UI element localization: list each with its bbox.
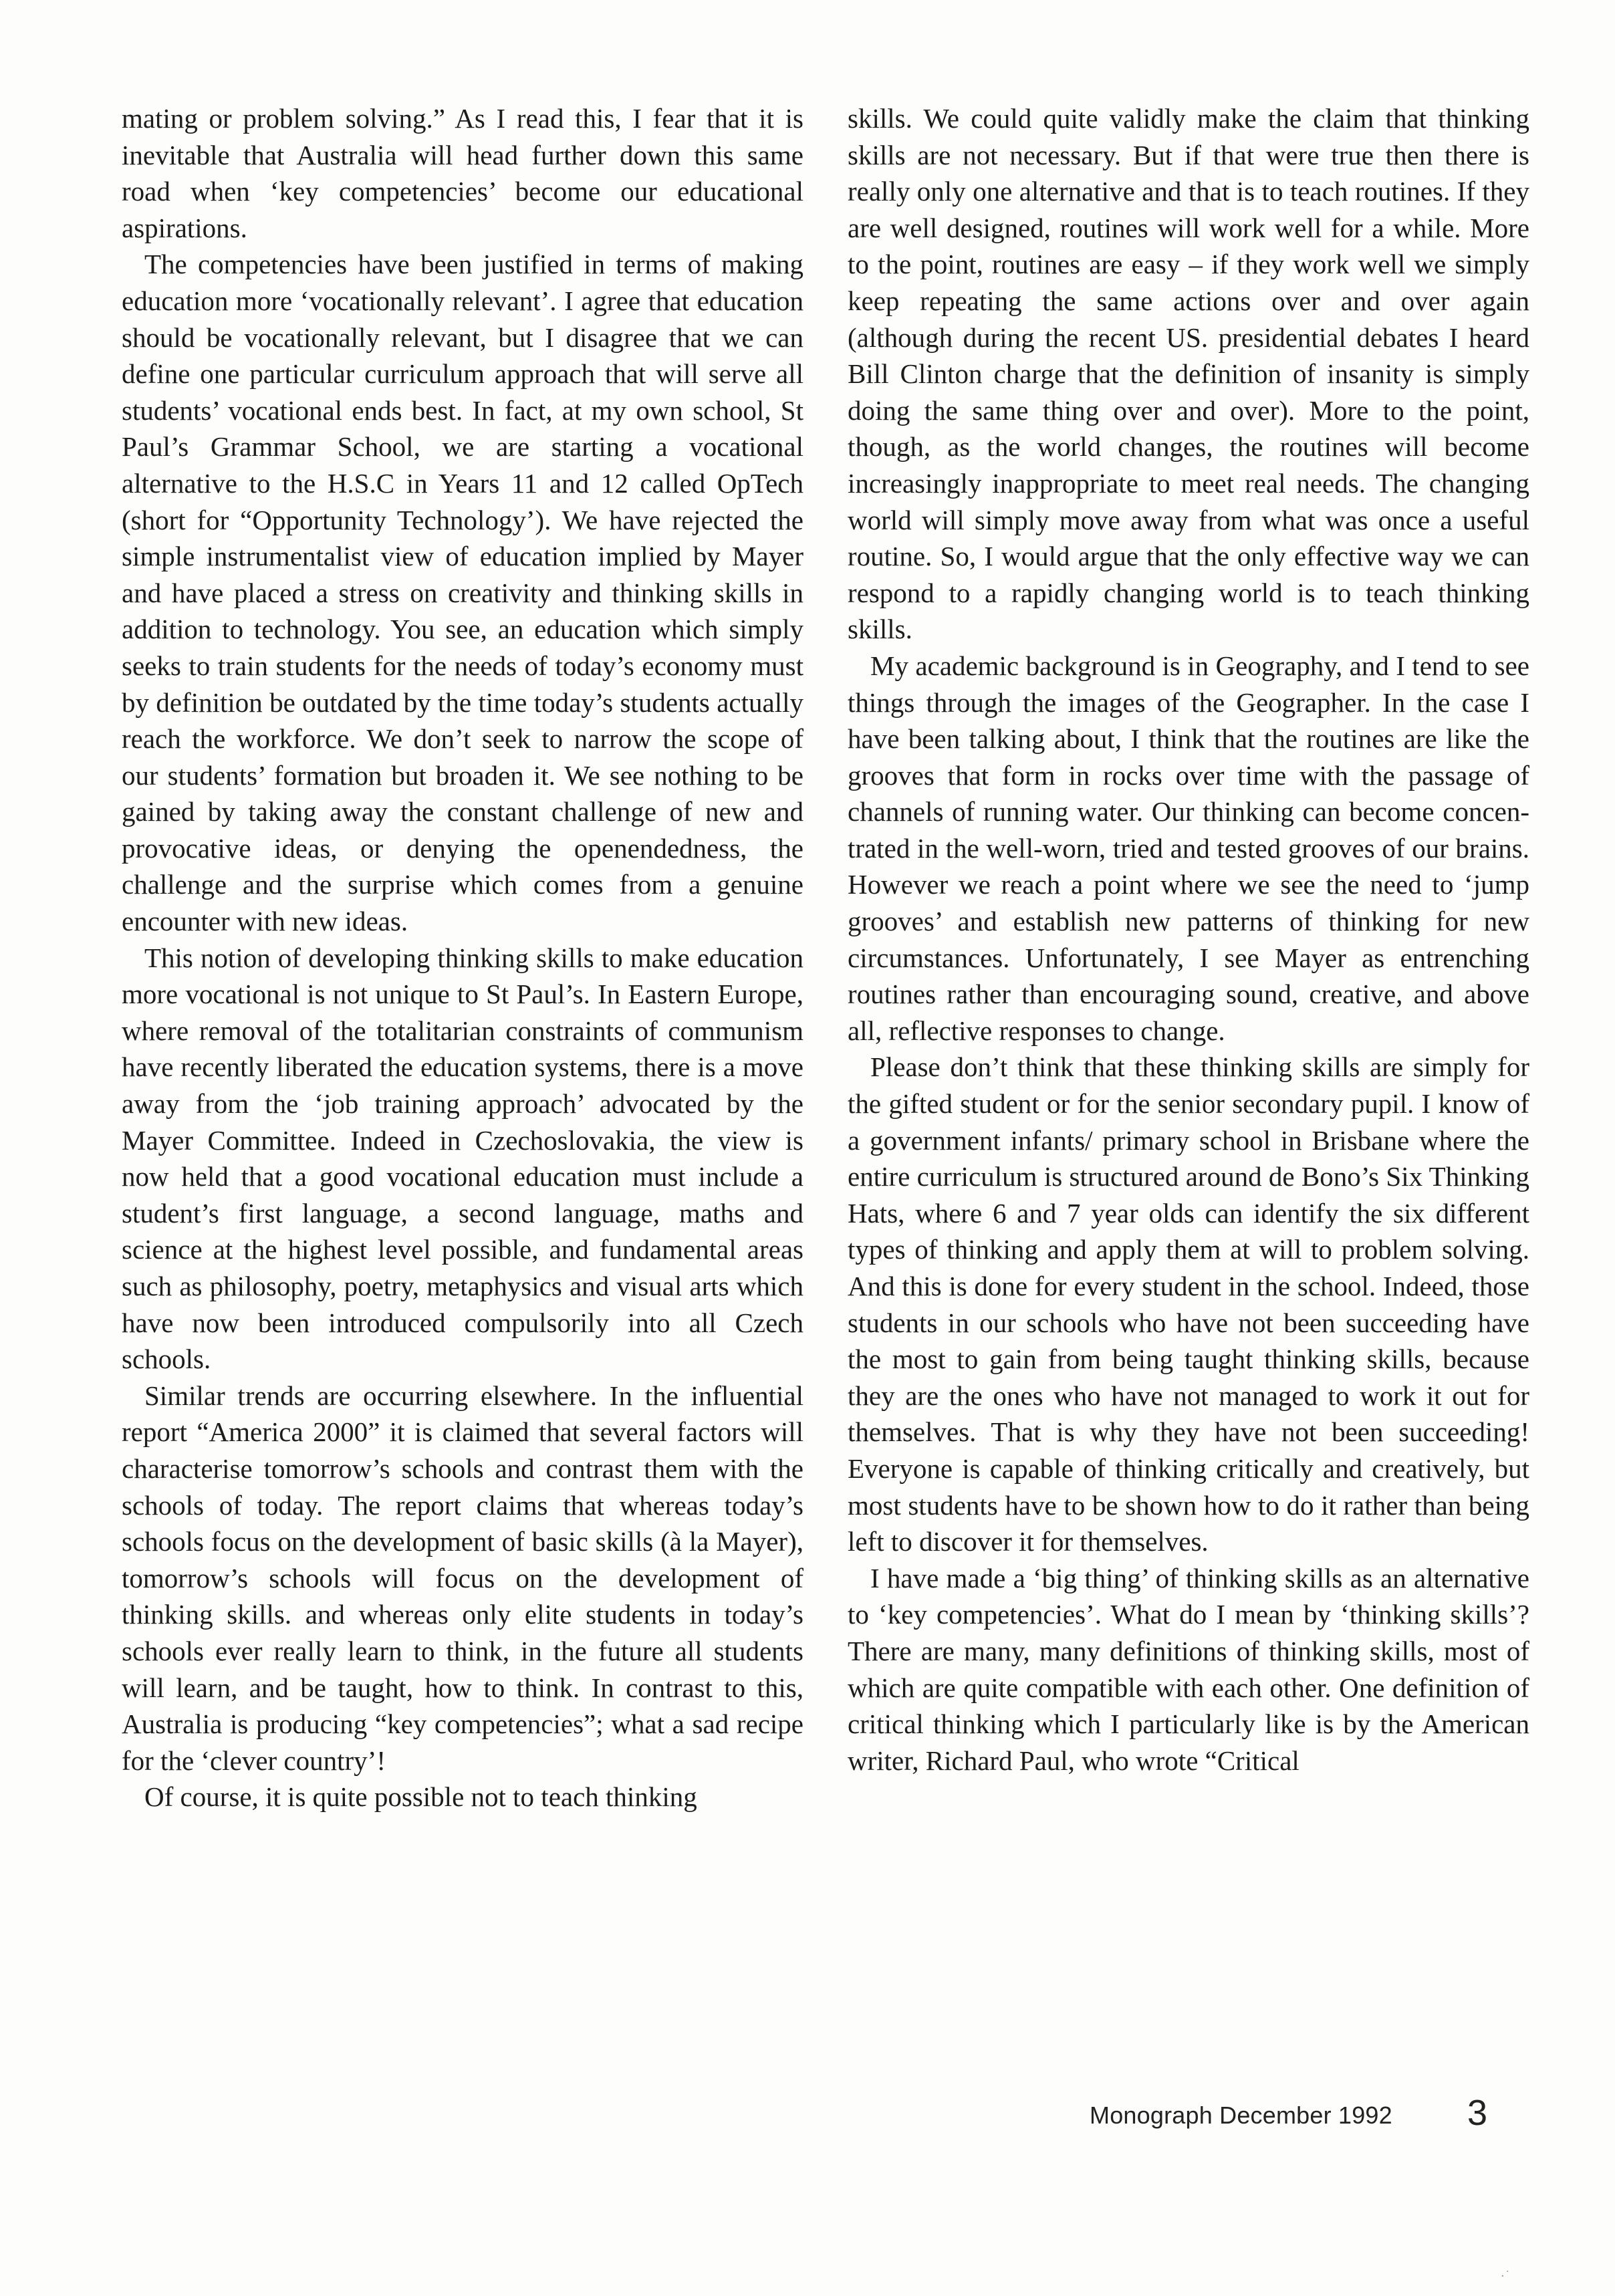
paragraph: Please don’t think that these thinking skills are simply for the gifted student or for the senior secondary pupil. I know of a government infants/ primary school in Brisbane where the entire curriculum is structured around de Bono’s Six Thinking Hats, where 6 and 7 year olds can identify the six different types of thinking and apply them at will to problem solving. And this is done for every student in the school. Indeed, those students in our schools who have not been succeeding have the most to gain from being taught thinking skills, because they are the ones who have not managed to work it out for themselves. That is why they have not been succeeding! Everyone is capable of thinking critically and creatively, but most students have to be shown how to do it rather than being left to discover it for themselves. <box>848 1051 1529 1557</box>
publication-title: Monograph December 1992 <box>1090 2101 1392 2129</box>
right-column <box>848 100 1529 1779</box>
scan-speck-mark: ·˙ <box>1501 2269 1511 2283</box>
paragraph: Similar trends are occurring elsewhere. In the influential report “America 2000” it is claimed that several factors will characterise tomorrow’s schools and contrast them with the schools of today. The report claims that whereas today’s schools focus on the development of basic skills (à la Mayer), tomorrow’s schools will focus on the development of thinking skills. and whereas only elite students in today’s schools ever really learn to think, in the future all students will learn, and be taught, how to think. In contrast to this, Australia is producing “key competencies”; what a sad recipe for the ‘clever country’! <box>122 1380 803 1776</box>
page-number: 3 <box>1467 2093 1488 2133</box>
paragraph: skills. We could quite validly make the claim that thinking skills are not necessary. But if that were true then there is really only one alternative and that is to teach routines. If they are well designed, routines will work well for a while. More to the point, routines are easy – if they work well we simply keep repeating the same actions over and over again (although during the recent US. presidential debates I heard Bill Clinton charge that the definition of insanity is simply doing the same thing over and over). More to the point, though, as the world changes, the routines will become increasingly inappropriate to meet real needs. The changing world will simply move away from what was once a useful routine. So, I would argue that the only effective way we can respond to a rapidly changing world is to teach thinking skills. <box>848 103 1529 645</box>
paragraph: My academic background is in Geography, and I tend to see things through the images of the Geographer. In the case I have been talking about, I think that the routines are like the grooves that form in rocks over time with the passage of channels of running water. Our thinking can become concentrated in the well-worn, tried and tested grooves of our brains. However we reach a point where we see the need to ‘jump grooves’ and establish new patterns of thinking for new circumstances. Unfortunately, I see Mayer as entrenching routines rather than encouraging sound, creative, and above all, reflective responses to change. <box>848 650 1529 1046</box>
paragraph: I have made a ‘big thing’ of thinking skills as an alternative to ‘key competencies’. What do I mean by ‘thinking skills’? There are many, many definitions of thinking skills, most of which are quite compatible with each other. One definition of critical thinking which I particularly like is by the American writer, Richard Paul, who wrote “Critical <box>848 1562 1529 1776</box>
paragraph: The competencies have been justified in terms of making education more ‘vocationally relevant’. I agree that education should be vocationally relevant, but I disagree that we can define one particular curriculum approach that will serve all students’ vocational ends best. In fact, at my own school, St Paul’s Grammar School, we are starting a vocational alternative to the H.S.C in Years 11 and 12 called OpTech (short for “Opportunity Technology’). We have rejected the simple instrumentalist view of education implied by Mayer and have placed a stress on creativity and thinking skills in addition to technology. You see, an education which simply seeks to train students for the needs of today’s economy must by definition be outdated by the time today’s students actually reach the workforce. We don’t seek to narrow the scope of our students’ formation but broaden it. We see nothing to be gained by taking away the constant challenge of new and provocative ideas, or denying the openendedness, the challenge and the surprise which comes from a genuine encounter with new ideas. <box>122 249 803 937</box>
left-column <box>122 100 803 1815</box>
paragraph: Of course, it is quite possible not to teach thinking <box>144 1781 697 1813</box>
paragraph: This notion of developing thinking skills to make education more vocational is not unique to St Paul’s. In Eastern Europe, where removal of the totalitarian constraints of communism have recently liberated the education systems, there is a move away from the ‘job training approach’ advocated by the Mayer Committee. Indeed in Czechoslovakia, the view is now held that a good vocational education must include a student’s first language, a second language, maths and science at the highest level possible, and fundamental areas such as philosophy, poetry, metaphysics and visual arts which have now been introduced compulsorily into all Czech schools. <box>122 942 803 1375</box>
paragraph: mating or problem solving.” As I read this, I fear that it is inevitable that Australia will head further down this same road when ‘key competencies’ become our educational aspirations. <box>122 103 803 243</box>
